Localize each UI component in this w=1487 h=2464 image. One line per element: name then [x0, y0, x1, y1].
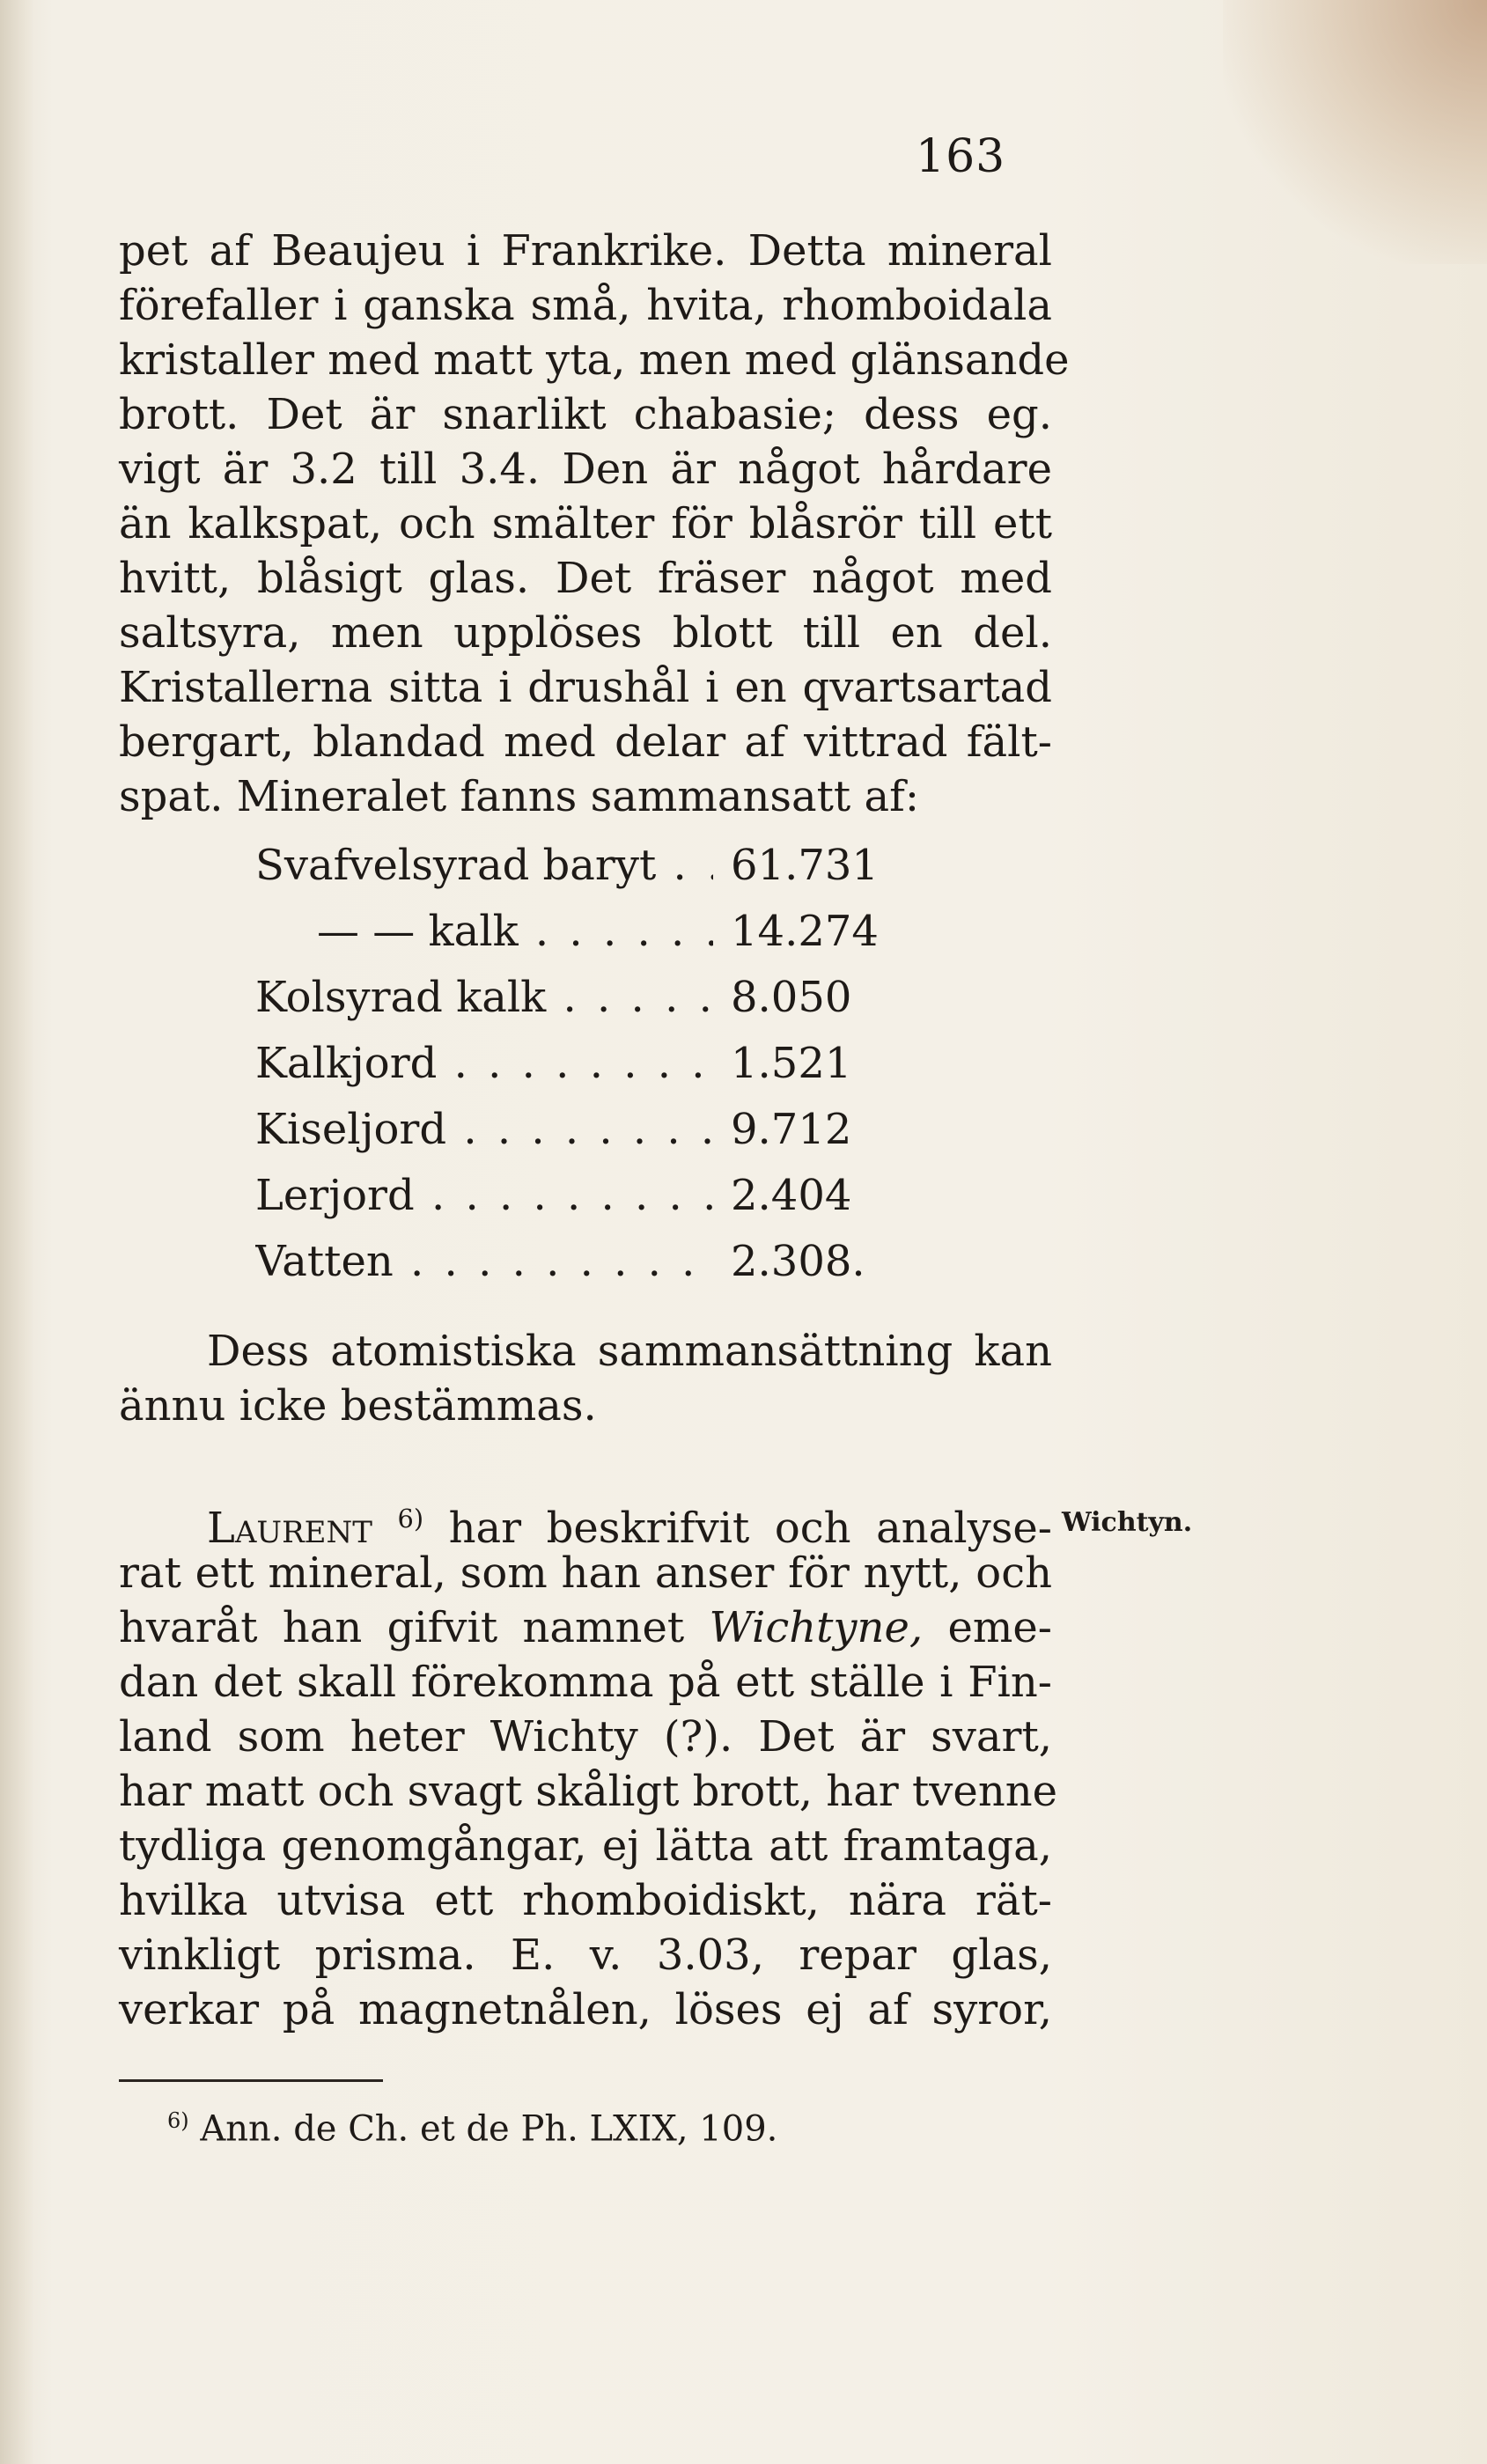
text-line: land som heter Wichty (?). Det är svart,: [119, 1712, 1052, 1762]
table-label: Kiseljord . . .: [255, 1105, 713, 1154]
text-line: förefaller i ganska små, hvita, rhomboidala: [119, 281, 1052, 330]
table-value: 14.274: [731, 907, 879, 956]
table-row: [255, 973, 907, 1031]
text-line: hvitt, blåsigt glas. Det fräser något med: [119, 554, 1052, 603]
text-line: rat ett mineral, som han anser för nytt, och: [119, 1548, 1052, 1598]
text-line: Dess atomistiska sammansättning kan: [207, 1327, 1052, 1376]
table-label: Vatten . . .: [255, 1237, 713, 1286]
text-line: ännu icke bestämmas.: [119, 1381, 597, 1431]
author-name: Laurent: [207, 1504, 372, 1553]
footnote: [167, 2108, 777, 2149]
table-value: 8.050: [731, 973, 852, 1022]
page-number: 163: [916, 130, 1006, 183]
text-line: [207, 1492, 1052, 1555]
table-row: [255, 841, 907, 899]
footnote-reference: 6): [397, 1504, 424, 1534]
text-segment: har beskrifvit och analyse-: [448, 1504, 1052, 1553]
text-line: saltsyra, men upplöses blott till en del.: [119, 608, 1052, 658]
text-line: än kalkspat, och smälter för blåsrör till ett: [119, 499, 1052, 548]
table-value: 2.308.: [731, 1237, 865, 1286]
text-line: verkar på magnetnålen, löses ej af syror,: [119, 1985, 1052, 2034]
footnote-rule: [119, 2079, 383, 2082]
text-line: bergart, blandad med delar af vittrad fält-: [119, 717, 1052, 767]
table-label: Kalkjord . . .: [255, 1039, 713, 1088]
text-line: spat. Mineralet fanns sammansatt af:: [119, 772, 920, 821]
text-line: vigt är 3.2 till 3.4. Den är något hårdare: [119, 445, 1052, 494]
mineral-name: Wichtyne,: [709, 1603, 924, 1652]
table-row: [255, 1237, 907, 1295]
text-line: kristaller med matt yta, men med glänsande: [119, 335, 1070, 385]
table-label: Svafvelsyrad baryt . . .: [255, 841, 713, 890]
text-line: [119, 1601, 1052, 1654]
text-line: hvilka utvisa ett rhomboidiskt, nära rät-: [119, 1876, 1052, 1925]
text-line: tydliga genomgångar, ej lätta att framtaga,: [119, 1821, 1052, 1871]
table-label: Lerjord . . .: [255, 1171, 713, 1220]
text-line: dan det skall förekomma på ett ställe i Fin-: [119, 1658, 1052, 1707]
table-row: [255, 907, 907, 965]
table-row: [255, 1039, 907, 1097]
table-row: [255, 1105, 907, 1163]
margin-note: Wichtyn.: [1062, 1507, 1193, 1538]
table-value: 61.731: [731, 841, 879, 890]
text-segment: hvaråt han gifvit namnet: [119, 1603, 685, 1652]
table-value: 2.404: [731, 1171, 852, 1220]
table-label: Kolsyrad kalk . . .: [255, 973, 713, 1022]
table-label: — — kalk . . .: [255, 907, 713, 956]
page-binding-edge: [0, 0, 33, 2464]
table-row: [255, 1171, 907, 1229]
text-line: pet af Beaujeu i Frankrike. Detta mineral: [119, 226, 1052, 276]
text-line: Kristallerna sitta i drushål i en qvartsartad: [119, 663, 1052, 712]
table-value: 9.712: [731, 1105, 852, 1154]
footnote-mark: 6): [167, 2108, 189, 2133]
text-line: vinkligt prisma. E. v. 3.03, repar glas,: [119, 1931, 1052, 1980]
text-line: brott. Det är snarlikt chabasie; dess eg.: [119, 390, 1052, 439]
footnote-text: Ann. de Ch. et de Ph. LXIX, 109.: [200, 2108, 778, 2150]
text-line: har matt och svagt skåligt brott, har tvenne: [119, 1767, 1058, 1816]
table-value: 1.521: [731, 1039, 852, 1088]
paper-stain: [1223, 0, 1487, 264]
text-segment: eme-: [947, 1603, 1052, 1652]
